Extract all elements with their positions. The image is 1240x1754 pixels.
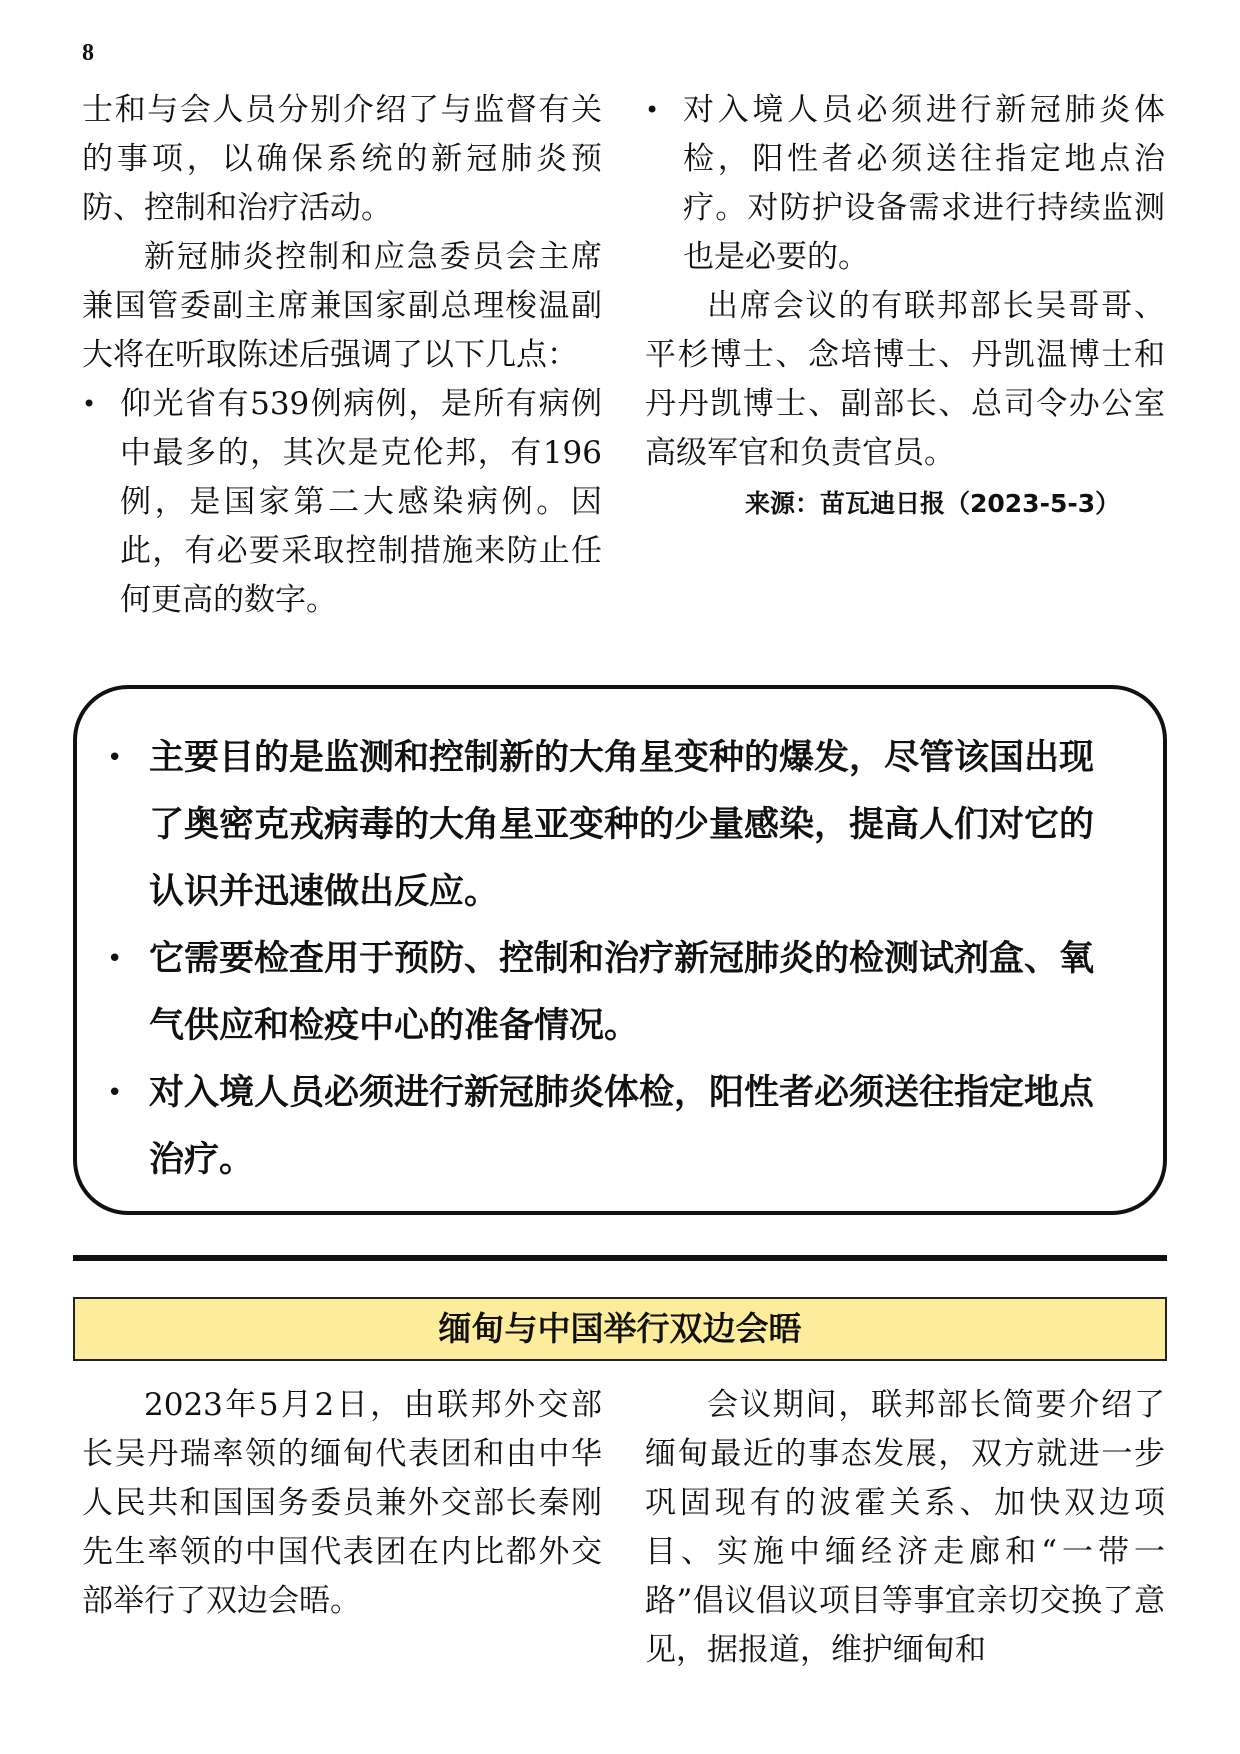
top-right-column: [645, 86, 1165, 526]
highlight-item: • 它需要检查用于预防、控制和治疗新冠肺炎的检测试剂盒、氧气供应和检疫中心的准备情况。: [107, 926, 1123, 1060]
highlight-list: [107, 725, 1123, 1194]
bottom-right-column: [645, 1381, 1165, 1675]
highlight-box: [73, 685, 1167, 1215]
top-left-column: [82, 86, 602, 625]
bullet-list: [645, 86, 1165, 282]
bullet-list: [82, 380, 602, 625]
highlight-item: • 对入境人员必须进行新冠肺炎体检，阳性者必须送往指定地点治疗。: [107, 1060, 1123, 1194]
paragraph: 士和与会人员分别介绍了与监督有关的事项，以确保系统的新冠肺炎预防、控制和治疗活动。: [82, 92, 602, 226]
bullet-item: • 仰光省有539例病例，是所有病例中最多的，其次是克伦邦，有196例，是国家第二大感染病例。因此，有必要采取控制措施来防止任何更高的数字。: [82, 380, 602, 625]
article-headline: 缅甸与中国举行双边会晤: [73, 1297, 1167, 1361]
bullet-item: • 对入境人员必须进行新冠肺炎体检，阳性者必须送往指定地点治疗。对防护设备需求进行持续监测也是必要的。: [645, 86, 1165, 282]
paragraph: 2023年5月2日，由联邦外交部长吴丹瑞率领的缅甸代表团和由中华人民共和国国务委员兼外交部长秦刚先生率领的中国代表团在内比都外交部举行了双边会晤。: [82, 1387, 602, 1619]
paragraph: 出席会议的有联邦部长吴哥哥、平杉博士、念培博士、丹凯温博士和丹丹凯博士、副部长、总司令办公室高级军官和负责官员。: [645, 288, 1165, 471]
page-number: 8: [82, 40, 94, 66]
source-credit: 来源：苗瓦迪日报（2023-5-3）: [745, 489, 1121, 518]
highlight-item: • 主要目的是监测和控制新的大角星变种的爆发，尽管该国出现了奥密克戎病毒的大角星亚变种的少量感染，提高人们对它的认识并迅速做出反应。: [107, 725, 1123, 926]
section-divider: [73, 1255, 1167, 1261]
paragraph: 会议期间，联邦部长简要介绍了缅甸最近的事态发展，双方就进一步巩固现有的波霍关系、加快双边项目、实施中缅经济走廊和“一带一路”倡议倡议项目等事宜亲切交换了意见，据报道，维护缅甸和: [645, 1387, 1165, 1668]
paragraph: 新冠肺炎控制和应急委员会主席兼国管委副主席兼国家副总理梭温副大将在听取陈述后强调了以下几点：: [82, 239, 602, 373]
bottom-left-column: [82, 1381, 602, 1626]
